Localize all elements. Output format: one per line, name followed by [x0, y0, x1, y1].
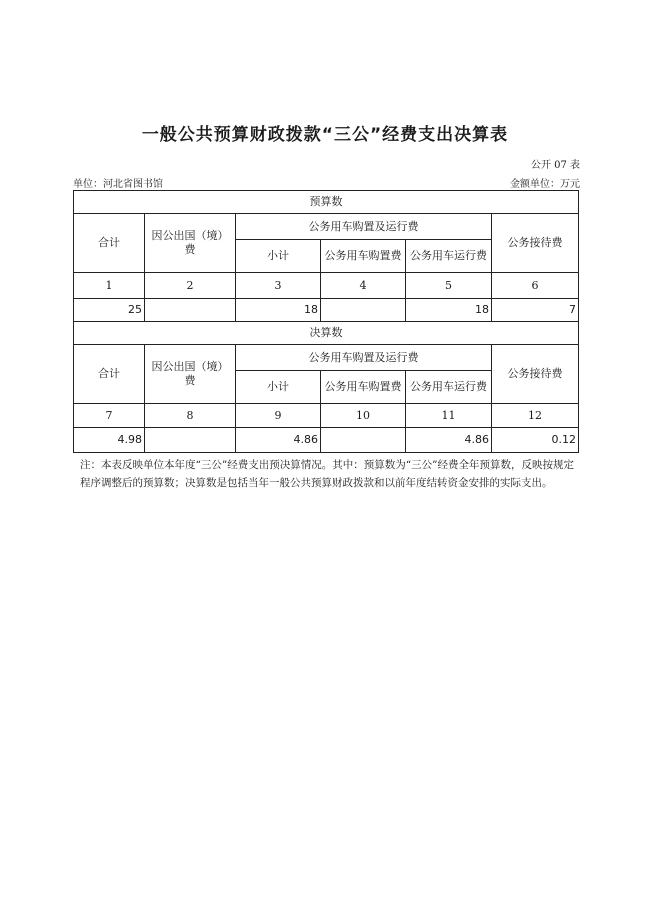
final-value-abroad	[145, 428, 236, 453]
budget-value-total: 25	[74, 299, 145, 322]
final-header-reception: 公务接待费	[492, 345, 579, 404]
budget-header-operation: 公务用车运行费	[406, 240, 492, 273]
budget-colnum: 2	[145, 273, 236, 299]
budget-header-subtotal: 小计	[236, 240, 321, 273]
budget-colnum: 1	[74, 273, 145, 299]
budget-colnum-row	[74, 273, 579, 299]
footnote: 注：本表反映单位本年度“三公”经费支出预决算情况。其中：预算数为“三公”经费全年预算数，反映按规定程序调整后的预算数；决算数是包括当年一般公共预算财政拨款和以前年度结转资金安排的实际支出。	[80, 459, 574, 489]
final-value-row	[74, 428, 579, 453]
final-colnum: 11	[406, 404, 492, 428]
final-header-subtotal: 小计	[236, 371, 321, 404]
final-colnum: 8	[145, 404, 236, 428]
budget-section-label: 预算数	[74, 191, 579, 214]
final-section-row	[74, 322, 579, 345]
budget-header-reception: 公务接待费	[492, 214, 579, 273]
final-colnum-row	[74, 404, 579, 428]
final-value-purchase	[321, 428, 406, 453]
budget-value-abroad	[145, 299, 236, 322]
budget-value-operation: 18	[406, 299, 492, 322]
final-value-reception: 0.12	[492, 428, 579, 453]
final-section-label: 决算数	[74, 322, 579, 345]
final-colnum: 7	[74, 404, 145, 428]
budget-section-row	[74, 191, 579, 214]
budget-header-abroad: 因公出国（境）费	[145, 214, 236, 273]
amount-unit-label: 金额单位：万元	[510, 179, 580, 190]
budget-header-row-1	[74, 214, 579, 240]
final-colnum: 10	[321, 404, 406, 428]
budget-colnum: 3	[236, 273, 321, 299]
budget-value-purchase	[321, 299, 406, 322]
final-header-operation: 公务用车运行费	[406, 371, 492, 404]
budget-value-reception: 7	[492, 299, 579, 322]
final-header-vehicle-group: 公务用车购置及运行费	[236, 345, 492, 371]
budget-colnum: 5	[406, 273, 492, 299]
three-public-expense-table	[73, 190, 579, 453]
final-value-subtotal: 4.86	[236, 428, 321, 453]
final-colnum: 12	[492, 404, 579, 428]
budget-colnum: 6	[492, 273, 579, 299]
budget-header-vehicle-group: 公务用车购置及运行费	[236, 214, 492, 240]
budget-header-total: 合计	[74, 214, 145, 273]
final-colnum: 9	[236, 404, 321, 428]
final-header-abroad: 因公出国（境）费	[145, 345, 236, 404]
form-number: 公开 07 表	[530, 160, 580, 171]
final-value-total: 4.98	[74, 428, 145, 453]
page-title: 一般公共预算财政拨款“三公”经费支出决算表	[141, 125, 509, 145]
budget-value-subtotal: 18	[236, 299, 321, 322]
final-header-total: 合计	[74, 345, 145, 404]
budget-value-row	[74, 299, 579, 322]
budget-colnum: 4	[321, 273, 406, 299]
final-header-row-1	[74, 345, 579, 371]
final-header-purchase: 公务用车购置费	[321, 371, 406, 404]
final-value-operation: 4.86	[406, 428, 492, 453]
unit-label: 单位：河北省图书馆	[73, 179, 163, 190]
budget-header-purchase: 公务用车购置费	[321, 240, 406, 273]
